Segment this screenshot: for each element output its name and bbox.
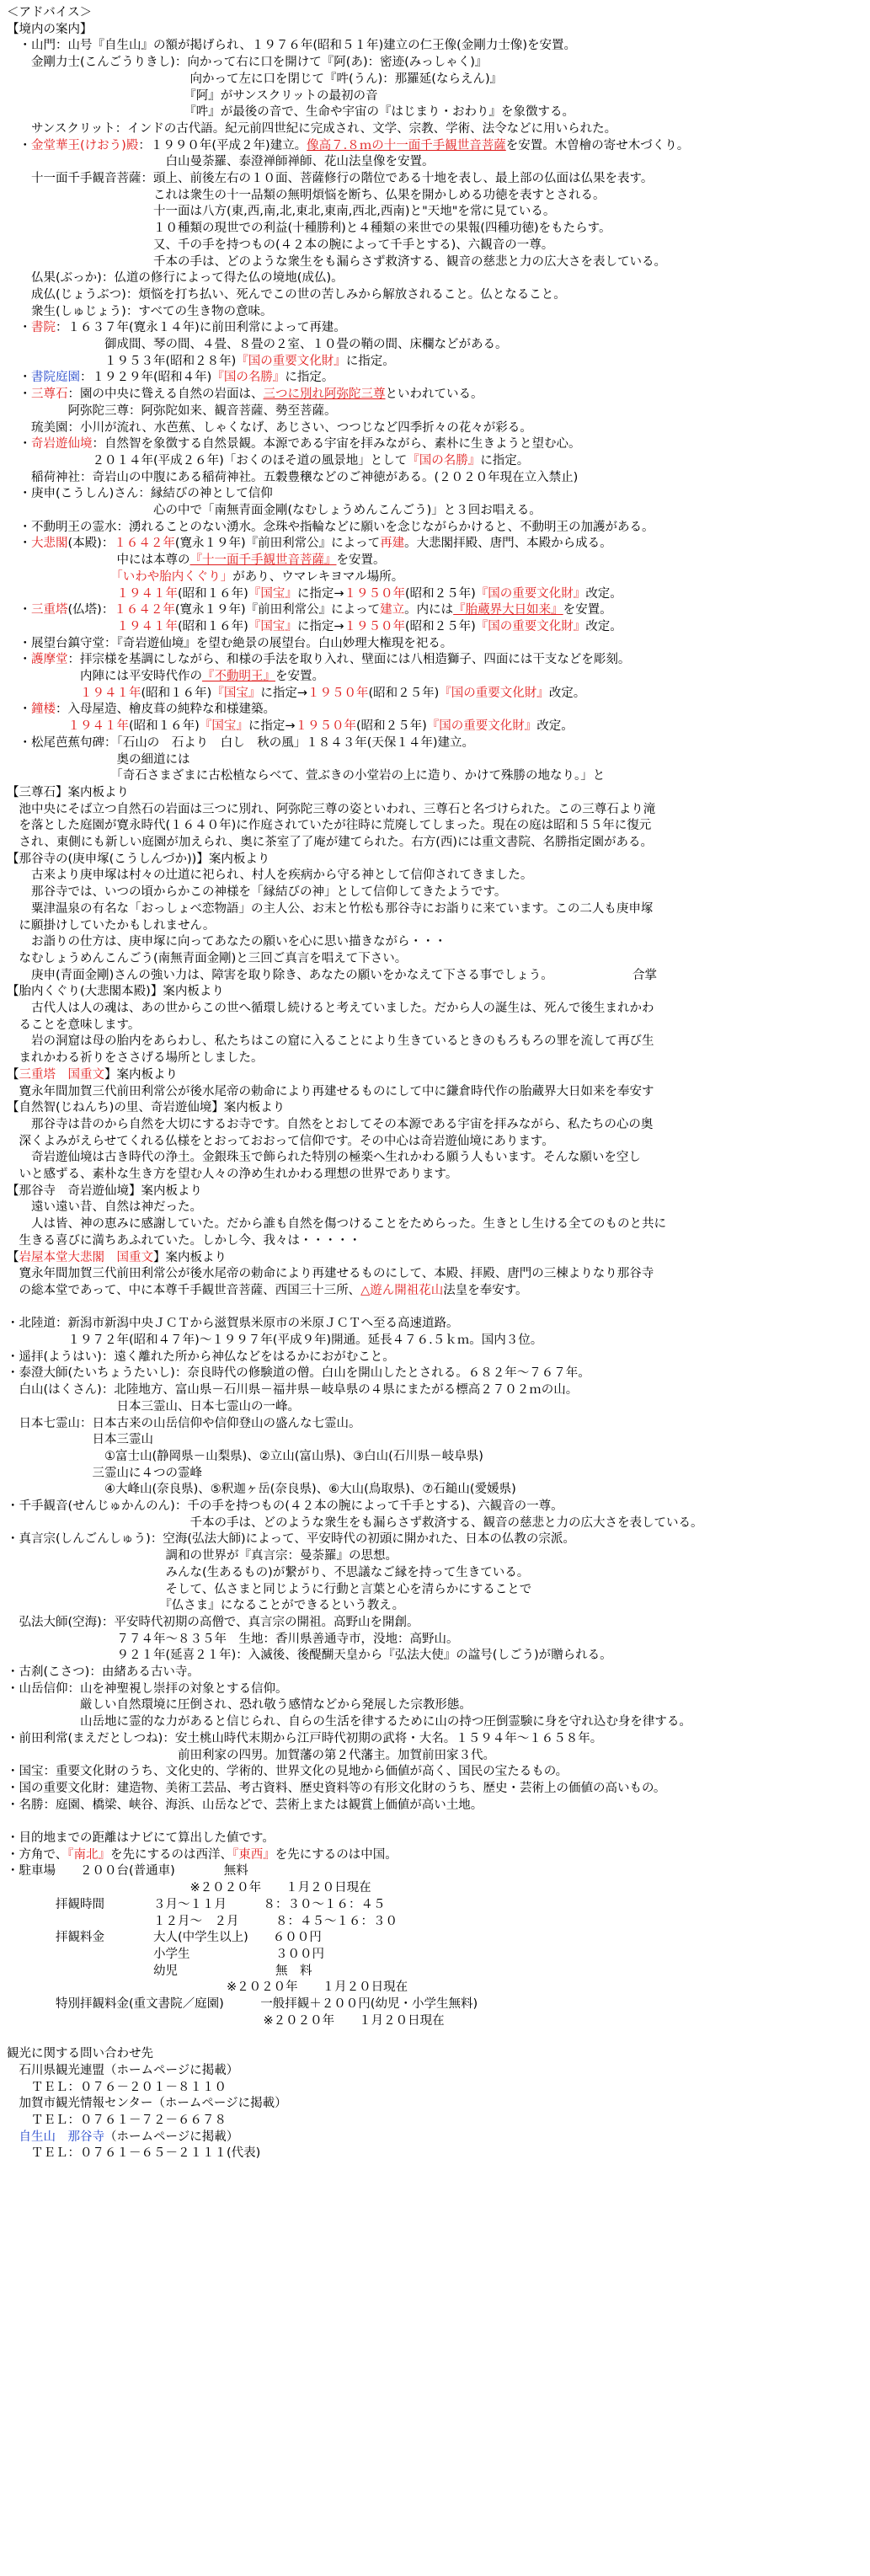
- text-line: 日本三霊山: [7, 1433, 153, 1447]
- text-line: を落とした庭園が寛永時代(１６４０年)に作庭されていたが往時に荒廃してしまった。現在の庭は昭和５５年に復元: [7, 819, 652, 833]
- text-segment: (昭和１６年): [178, 619, 248, 633]
- text-line: 三霊山に４つの霊峰: [7, 1466, 202, 1480]
- text-line: [7, 370, 334, 386]
- text-line: [7, 719, 574, 735]
- text-segment: に指定→: [296, 586, 344, 601]
- text-segment: [7, 587, 117, 601]
- text-segment: （ホームページに掲載）: [104, 2130, 239, 2144]
- text-line: 奥の細道には: [7, 752, 190, 767]
- text-line: ・山門：山号『自生山』の額が掲げられ、１９７６年(昭和５１年)建立の仁王像(金剛力士像)を安置。: [7, 39, 576, 53]
- text-line: 寛永年間加賀三代前田利常公が後水尾帝の勅命により再建せるものにして中に鎌倉時代作の胎蔵界大日如来を奉安す: [7, 1084, 654, 1098]
- text-line: ・展望台鎮守堂：『奇岩遊仙境』を望む絶景の展望台。白山妙理大権現を祀る。: [7, 636, 453, 650]
- text-segment: [7, 687, 80, 700]
- text-line: 深くよみがえらせてくれる仏様をとおっておおって信仰です。その中心は奇岩遊仙境にあります。: [7, 1134, 554, 1148]
- text-line: 前田利家の四男。加賀藩の第２代藩主。加賀前田家３代。: [7, 1748, 495, 1762]
- text-line: 【那谷寺 奇岩遊仙境】案内板より: [7, 1184, 202, 1198]
- text-line: 「奇石さまざまに古松植ならべて、萱ぶきの小堂岩の上に造り、かけて殊勝の地なり。」と: [7, 769, 606, 783]
- text-line: 那谷寺は昔のから自然を大切にするお寺です。自然をとおしてその本源である宇宙を拝みながら、私たちの心の奥: [7, 1117, 654, 1131]
- text-segment: を先にするのは中国。: [275, 1847, 398, 1862]
- text-segment: 『国の重要文化財』: [475, 619, 586, 633]
- text-segment: 再建: [380, 537, 405, 551]
- text-segment: ・: [7, 138, 31, 152]
- text-line: 人は皆、神の恵みに感謝していた。だから誰も自然を傷つけることをためらった。生きとし生ける全てのものと共に: [7, 1217, 666, 1232]
- text-line: いと感ずる、素朴な生き方を望む人々の浄め生れかわる理想の世界であります。: [7, 1168, 458, 1181]
- text-line: 成仏(じょうぶつ)：煩悩を打ち払い、死んでこの世の苦しみから解放されること。仏となること。: [7, 287, 566, 302]
- text-segment: 「いわや胎内くぐり」: [116, 569, 233, 584]
- text-segment: 】案内板より: [104, 1067, 178, 1082]
- text-line: ９２１年(延喜２１年)：入滅後、後醍醐天皇から『弘法大使』の諡号(しごう)が贈られる。: [7, 1649, 612, 1663]
- text-line: ・山岳信仰：山を神聖視し崇拝の対象とする信仰。: [7, 1681, 288, 1696]
- text-segment: 書院庭園: [31, 371, 80, 385]
- text-line: 古代人は人の魂は、あの世からこの世へ循環し続けると考えていました。だから人の誕生は、死んで後生まれかわ: [7, 1002, 654, 1015]
- text-segment: １６４２年: [114, 537, 175, 551]
- text-segment: (昭和２５年): [404, 619, 476, 633]
- text-line: 山岳地に霊的な力があると信じられ、自らの生活を律するために山の持つ圧倒霊験に身を守れ込む身を律する。: [7, 1715, 691, 1729]
- text-line: 【三尊石】案内板より: [7, 785, 129, 799]
- text-segment: (仏塔)：: [67, 603, 115, 617]
- text-segment: [7, 719, 68, 733]
- text-line: ・不動明王の霊水：湧れることのない湧水。念珠や指輪などに願いを念じながらかけると、不動明王の加護がある。: [7, 520, 654, 534]
- text-line: [7, 1847, 398, 1863]
- text-segment: に指定→: [248, 719, 296, 734]
- text-line: 『阿』がサンスクリットの最初の音: [7, 88, 378, 103]
- text-line: 小学生 ３００円: [7, 1947, 324, 1961]
- text-line: され、東側にも新しい庭園が加えられ、奥に茶室了了庵が建てられた。右方(西)には重文書院、名勝指定園がある。: [7, 836, 654, 849]
- text-segment: 改定。: [585, 619, 622, 633]
- text-segment: 『不動明王』: [202, 670, 275, 683]
- text-line: 那谷寺では、いつの頃からかこの神様を「縁結びの神」として信仰してきたようです。: [7, 885, 507, 900]
- text-line: 『仏さま』になることができるという教え。: [7, 1599, 405, 1613]
- text-segment: [7, 620, 117, 633]
- text-line: 遠い遠い昔、自然は神だった。: [7, 1200, 202, 1215]
- text-segment: 『国の重要文化財』: [439, 686, 549, 700]
- text-line: ることを意味します。: [7, 1018, 141, 1032]
- text-segment: 『国宝』: [248, 586, 297, 601]
- text-segment: の総本堂であって、中に本尊千手観世音菩薩、西国三十三所、: [7, 1283, 361, 1297]
- text-line: [7, 619, 622, 635]
- text-line: [7, 536, 612, 552]
- text-line: 白山(はくさん)：北陸地方、富山県－石川県－福井県－岐阜県の４県にまたがる標高２７０２ｍの山。: [7, 1383, 579, 1398]
- text-segment: に指定。: [345, 354, 395, 368]
- text-line: 十一面は八方(東,西,南,北,東北,東南,西北,西南)と"天地"を常に見ている。: [7, 205, 556, 219]
- text-segment: 奇岩遊仙境: [31, 437, 93, 452]
- text-line: [7, 686, 585, 702]
- text-line: ・古刹(こさつ)：由緒ある古い寺。: [7, 1665, 200, 1679]
- text-line: １９７２年(昭和４７年)～１９９７年(平成９年)開通。延長４７６.５ｋｍ。国内３位。: [7, 1333, 543, 1347]
- text-line: [7, 602, 612, 618]
- text-line: ④大峰山(奈良県)、⑤釈迦ヶ岳(奈良県)、⑥大山(鳥取県)、⑦石鎚山(愛媛県): [7, 1483, 516, 1497]
- text-line: 仏果(ぶっか)：仏道の修行によって得た仏の境地(成仏)。: [7, 271, 344, 286]
- text-segment: 護摩堂: [31, 653, 68, 667]
- text-line: ①富士山(静岡県－山梨県)、②立山(富山県)、③白山(石川県－岐阜県): [7, 1449, 483, 1463]
- text-segment: 中には本尊の: [7, 553, 190, 568]
- text-line: に願掛けしていたかもしれません。: [7, 918, 216, 933]
- text-line: [7, 354, 395, 370]
- text-segment: １９４１年: [67, 719, 129, 734]
- text-line: １２月～ ２月 ８：４５～１６：３０: [7, 1914, 398, 1928]
- text-line: ・泰澄大師(たいちょうたいし)：奈良時代の修験道の僧。白山を開山したとされる。６８２年～７６７年。: [7, 1366, 590, 1381]
- text-segment: を安置。木曽檜の寄せ木づくり。: [505, 138, 690, 152]
- text-line: 池中央にそば立つ自然石の岩面は三つに別れ、阿弥陀三尊の姿といわれ、三尊石と名づけられた。この三尊石より滝: [7, 802, 656, 816]
- text-segment: ：自然智を象徴する自然景観。本源である宇宙を拝みながら、素朴に生きようと望む心。: [92, 437, 581, 452]
- text-segment: 岩屋本堂大悲閣 国重文: [19, 1250, 153, 1264]
- text-segment: (寛永１９年)『前田利常公』によって: [174, 537, 381, 551]
- text-line: ・国の重要文化財：建造物、美術工芸品、考古資料、歴史資料等の有形文化財のうち、歴史・芸術上の価値の高いもの。: [7, 1781, 666, 1795]
- text-segment: 三尊石: [31, 387, 68, 402]
- text-segment: １９５３年(昭和２８年): [7, 354, 237, 368]
- text-segment: 改定。: [548, 686, 586, 700]
- text-segment: ：入母屋造、檜皮葺の純粋な和様建築。: [56, 703, 275, 717]
- text-line: 拝観時間 ３月～１１月 ８：３０～１６：４５: [7, 1897, 386, 1911]
- text-segment: に指定。: [480, 453, 530, 468]
- text-segment: (昭和１６年): [178, 586, 248, 601]
- text-line: 衆生(しゅじょう)：すべての生き物の意味。: [7, 304, 273, 318]
- text-segment: １９５０年: [307, 686, 369, 700]
- text-segment: といわれている。: [385, 387, 483, 402]
- text-segment: があり、ウマレキヨマル場所。: [232, 569, 404, 584]
- text-segment: 【: [7, 1067, 19, 1082]
- text-segment: に指定→: [260, 686, 307, 700]
- text-line: 【那谷寺の(庚申塚(こうしんづか))】案内板より: [7, 852, 270, 866]
- text-line: まれかわる祈りをささげる場所としました。: [7, 1051, 264, 1066]
- text-segment: ・: [7, 321, 31, 335]
- text-line: ・千手観音(せんじゅかんのん)：千の手を持つもの(４２本の腕によって千手とする)、六観音の一尊。: [7, 1499, 563, 1513]
- text-line: [7, 702, 275, 718]
- text-line: 加賀市観光情報センター（ホームページに掲載）: [7, 2097, 287, 2111]
- text-line: [7, 1283, 528, 1299]
- text-segment: 『国の重要文化財』: [426, 719, 537, 734]
- text-line: [7, 1067, 178, 1083]
- text-segment: 『国の重要文化財』: [236, 354, 346, 368]
- text-segment: 法皇を奉安す。: [443, 1283, 528, 1297]
- text-line: ・北陸道：新潟市新潟中央ＪＣＴから滋賀県米原市の米原ＪＣＴへ至る高速道路。: [7, 1317, 459, 1331]
- text-segment: (本殿)：: [67, 537, 115, 551]
- text-segment: を安置。: [336, 553, 386, 568]
- text-line: [7, 586, 622, 602]
- text-line: サンスクリット：インドの古代語。紀元前四世紀に完成され、文学、宗教、学術、法令などに用いられた。: [7, 121, 617, 136]
- text-segment: 書院: [31, 321, 56, 335]
- text-segment: (昭和２５年): [368, 686, 440, 700]
- text-line: 日本七霊山：日本古来の山岳信仰や信仰登山の盛んな七霊山。: [7, 1416, 361, 1430]
- text-segment: (昭和２５年): [355, 719, 427, 734]
- text-segment: ・: [7, 387, 31, 402]
- text-segment: １９４１年: [80, 686, 141, 700]
- text-line: ＴＥＬ：０７６１－７２－６６７８: [7, 2113, 227, 2127]
- text-line: 【胎内くぐり(大悲閣本殿)】案内板より: [7, 985, 224, 999]
- text-line: 心の中で「南無青面金剛(なむしょうめんこんごう)」と３回お唱える。: [7, 504, 542, 517]
- text-line: 琉美園：小川が流れ、水芭蕉、しゃくなげ、あじさい、つつじなど四季折々の花々が彩る。: [7, 420, 532, 435]
- text-segment: 【: [7, 1250, 19, 1264]
- text-line: [7, 320, 346, 336]
- text-line: [7, 553, 386, 569]
- text-segment: 三重塔: [31, 603, 68, 617]
- text-line: ・遥拝(ようはい)：遠く離れた所から神仏などをはるかにおがむこと。: [7, 1349, 395, 1364]
- text-segment: 建立: [380, 603, 405, 617]
- text-line: [7, 669, 324, 685]
- text-segment: １６４２年: [114, 603, 175, 617]
- text-line: 観光に関する問い合わせ先: [7, 2047, 153, 2061]
- text-segment: ・: [7, 603, 31, 617]
- text-segment: 。内には: [404, 603, 454, 617]
- text-segment: (昭和１６年): [141, 686, 212, 700]
- text-line: [7, 2130, 238, 2146]
- text-segment: １９５０年: [344, 586, 405, 601]
- text-segment: ・方角で、: [7, 1847, 68, 1862]
- text-line: 奇岩遊仙境は古き時代の浄土。金銀珠玉で飾られた特別の極楽へ生れかわる願う人もいます。そんな願いを空し: [7, 1151, 641, 1165]
- text-segment: ・: [7, 703, 31, 717]
- text-line: [7, 569, 403, 585]
- text-segment: 鐘楼: [31, 703, 56, 717]
- text-segment: に指定。: [285, 371, 334, 385]
- text-segment: △遊ん開祖花山: [360, 1283, 444, 1297]
- text-line: ＴＥＬ：０７６－２０１－８１１０: [7, 2080, 227, 2094]
- text-segment: (寛永１９年)『前田利常公』によって: [174, 603, 381, 617]
- text-segment: 三重塔 国重文: [19, 1067, 104, 1082]
- text-line: ・真言宗(しんごんしゅう)：空海(弘法大師)によって、平安時代の初頭に開かれた、日本の仏教の宗派。: [7, 1532, 575, 1547]
- text-line: 特別拝観料金(重文書院／庭園) 一般拝観＋２００円(幼児・小学生無料): [7, 1997, 478, 2011]
- text-segment: 『国宝』: [248, 619, 297, 633]
- text-segment: ：１６３７年(寛永１４年)に前田利常によって再建。: [56, 321, 346, 335]
- text-segment: １９５０年: [344, 619, 405, 633]
- text-segment: ：園の中央に聳える自然の岩面は、: [67, 387, 264, 402]
- text-segment: ：１９２９年(昭和４年): [80, 371, 212, 385]
- text-segment: 『胎蔵界大日如来』: [453, 603, 563, 617]
- text-line: ・庚申(こうしん)さん：縁結びの神として信仰: [7, 487, 273, 501]
- text-line: 生きる喜びに満ちあふれていた。しかし今、我々は・・・・・: [7, 1233, 361, 1248]
- text-segment: (昭和１６年): [129, 719, 200, 734]
- text-line: 日本三霊山、日本七霊山の一峰。: [7, 1399, 300, 1414]
- text-segment: 改定。: [536, 719, 574, 734]
- text-segment: 『国の重要文化財』: [475, 586, 586, 601]
- text-line: 千本の手は、どのような衆生をも漏らさず救済する、観音の慈悲と力の広大さを表している。: [7, 1515, 703, 1530]
- text-segment: 『国宝』: [211, 686, 261, 700]
- text-line: 向かって左に口を閉じて『吽(うん)：那羅延(ならえん)』: [7, 72, 503, 86]
- text-line: みんな(生あるもの)が繋がり、不思議なご縁を持って生きている。: [7, 1565, 530, 1579]
- text-segment: を安置。: [563, 603, 612, 617]
- text-line: １０種類の現世での利益(十種勝利)と４種類の来世での果報(四種功徳)をもたらす。: [7, 222, 611, 236]
- text-line: これは衆生の十一品類の無明煩悩を断ち、仏果を開かしめる功徳を表すとされる。: [7, 188, 606, 202]
- text-segment: ・: [7, 371, 31, 385]
- text-segment: 『国宝』: [199, 719, 248, 734]
- text-line: 厳しい自然環境に圧倒され、恐れ敬う感情などから発展した宗教形態。: [7, 1698, 472, 1713]
- text-segment: 】案内板より: [153, 1250, 227, 1264]
- text-segment: 『南北』: [67, 1847, 110, 1862]
- text-segment: 内陣には平安時代作の: [7, 670, 202, 683]
- text-line: 【自然智(じねんち)の里、奇岩遊仙境】案内板より: [7, 1101, 286, 1115]
- text-line: 弘法大師(空海)：平安時代初期の高僧で、真言宗の開祖。高野山を開創。: [7, 1615, 419, 1629]
- text-line: 調和の世界が『真言宗：曼荼羅』の思想。: [7, 1549, 398, 1563]
- text-line: [7, 453, 529, 469]
- text-line: 又、千の手を持つもの(４２本の腕によって千手とする)、六観音の一尊。: [7, 238, 554, 252]
- text-segment: 大悲閣: [31, 537, 68, 551]
- text-segment: を安置。: [275, 670, 324, 683]
- text-line: ・目的地までの距離はナビにて算出した値です。: [7, 1831, 275, 1845]
- text-line: [7, 138, 689, 154]
- text-line: 【境内の案内】: [7, 22, 93, 36]
- text-segment: 『国の名勝』: [407, 453, 481, 468]
- text-line: 岩の洞窟は母の胎内をあらわし、私たちはこの窟に入ることにより生きているときのもろもろの罪を流して再び生: [7, 1034, 654, 1049]
- text-segment: (昭和２５年): [404, 586, 476, 601]
- text-segment: 『国の名勝』: [211, 371, 286, 385]
- text-segment: ２０１４年(平成２６年)「おくのほそ道の風景地」として: [7, 453, 408, 468]
- text-segment: １９４１年: [116, 586, 178, 601]
- text-line: そして、仏さまと同じように行動と言葉と心を清らかにすることで: [7, 1582, 532, 1596]
- text-line: ＜アドバイス＞: [7, 6, 93, 19]
- text-segment: ・: [7, 537, 31, 551]
- text-segment: ・: [7, 653, 31, 667]
- text-line: ・駐車場 ２００台(普通車) 無料: [7, 1864, 248, 1879]
- text-segment: ：１９９０年(平成２年)建立。: [138, 138, 307, 152]
- text-segment: を先にするのは西洋、: [109, 1847, 232, 1862]
- text-line: 古来より庚申塚は村々の辻道に祀られ、村人を疾病から守る神として信仰されてきました。: [7, 868, 533, 883]
- text-line: [7, 436, 581, 452]
- text-line: 『吽』が最後の音で、生命や宇宙の『はじまり・おわり』を象徴する。: [7, 105, 574, 120]
- text-line: ・前田利常(まえだとしつね)：安土桃山時代末期から江戸時代初期の武将・大名。１５９４年～１６５８年。: [7, 1731, 603, 1745]
- text-line: [7, 387, 483, 403]
- text-segment: [7, 570, 117, 584]
- text-line: 稲荷神社：奇岩山の中腹にある稲荷神社。五穀豊穣などのご神徳がある。(２０２０年現在立入禁止): [7, 470, 579, 484]
- text-line: 粟津温泉の有名な「おっしょべ恋物語」の主人公、お末と竹松も那谷寺にお詣りに来ています。この二人も庚申塚: [7, 901, 654, 916]
- text-line: ・松尾芭蕉句碑：「石山の 石より 白し 秋の風」１８４３年(天保１４年)建立。: [7, 735, 475, 750]
- text-line: 白山曼荼羅、泰澄禅師禅師、花山法皇像を安置。: [7, 155, 435, 169]
- text-line: 御成間、琴の間、４畳、８畳の２室、１０畳の鞘の間、床欄などがある。: [7, 338, 508, 351]
- text-line: ※２０２０年 １月２０日現在: [7, 1980, 408, 1995]
- text-segment: 『十一面千手観世音菩薩』: [189, 553, 337, 568]
- text-segment: に指定→: [296, 619, 344, 633]
- text-line: 阿弥陀三尊：阿弥陀如来、観音菩薩、勢至菩薩。: [7, 404, 337, 418]
- text-line: 金剛力士(こんごうりきし)：向かって右に口を開けて『阿(あ)：密迹(みっしゃく)』: [7, 56, 488, 70]
- text-line: 庚申(青面金剛)さんの強い力は、障害を取り除き、あなたの願いをかなえて下さる事でしょう。 合掌: [7, 968, 657, 982]
- text-line: なむしょうめんこんごう(南無青面金剛)と三回ご真言を唱えて下さい。: [7, 951, 408, 965]
- text-line: [7, 1250, 227, 1266]
- text-line: 拝観料金 大人(中学生以上) ６００円: [7, 1931, 322, 1945]
- text-segment: 金堂華王(けおう)殿: [31, 138, 139, 152]
- text-line: 千本の手は、どのような衆生をも漏らさず救済する、観音の慈悲と力の広大さを表している。: [7, 254, 666, 269]
- text-line: [7, 652, 630, 668]
- text-segment: [7, 2130, 19, 2144]
- text-line: 石川県観光連盟（ホームページに掲載）: [7, 2063, 239, 2077]
- text-segment: 『東西』: [232, 1847, 275, 1862]
- text-line: 十一面千手観音菩薩：頭上、前後左右の１０面、菩薩修行の階位である十地を表し、最上部の仏面は仏果を表す。: [7, 172, 654, 185]
- text-segment: ・: [7, 437, 31, 452]
- text-line: ＴＥＬ：０７６１－６５－２１１１(代表): [7, 2146, 261, 2161]
- text-segment: 像高７.８ｍの十一面千手観世音菩薩: [307, 138, 506, 152]
- text-segment: 自生山 那谷寺: [19, 2130, 104, 2144]
- text-segment: １９４１年: [116, 619, 178, 633]
- text-line: お詣りの仕方は、庚申塚に向ってあなたの願いを心に思い描きながら・・・: [7, 935, 446, 949]
- text-segment: 。大悲閣拝殿、唐門、本殿から成る。: [404, 537, 612, 551]
- text-line: ※２０２０年 １月２０日現在: [7, 1881, 371, 1895]
- text-segment: １９５０年: [295, 719, 356, 734]
- text-line: ７７４年～８３５年 生地：香川県善通寺市，没地：高野山。: [7, 1632, 459, 1646]
- text-line: ・名勝：庭園、橋梁、峡谷、海浜、山岳などで、芸術上または観賞上価値が高い土地。: [7, 1798, 483, 1812]
- text-line: 寛永年間加賀三代前田利常公が後水尾帝の勅命により再建せるものにして、本殿、拝殿、唐門の三棟よりなり那谷寺: [7, 1267, 654, 1281]
- text-segment: 三つに別れ阿弥陀三尊: [263, 387, 386, 402]
- text-line: 幼児 無 料: [7, 1964, 312, 1978]
- text-line: ※２０２０年 １月２０日現在: [7, 2013, 445, 2028]
- text-segment: ：拝宗様を基調にしながら、和様の手法を取り入れ、壁面には八相造獅子、四面には干支などを彫刻。: [67, 653, 631, 667]
- text-line: ・国宝：重要文化財のうち、文化史的、学術的、世界文化の見地から価値が高く、国民の宝たるもの。: [7, 1765, 568, 1779]
- text-segment: 改定。: [585, 586, 622, 601]
